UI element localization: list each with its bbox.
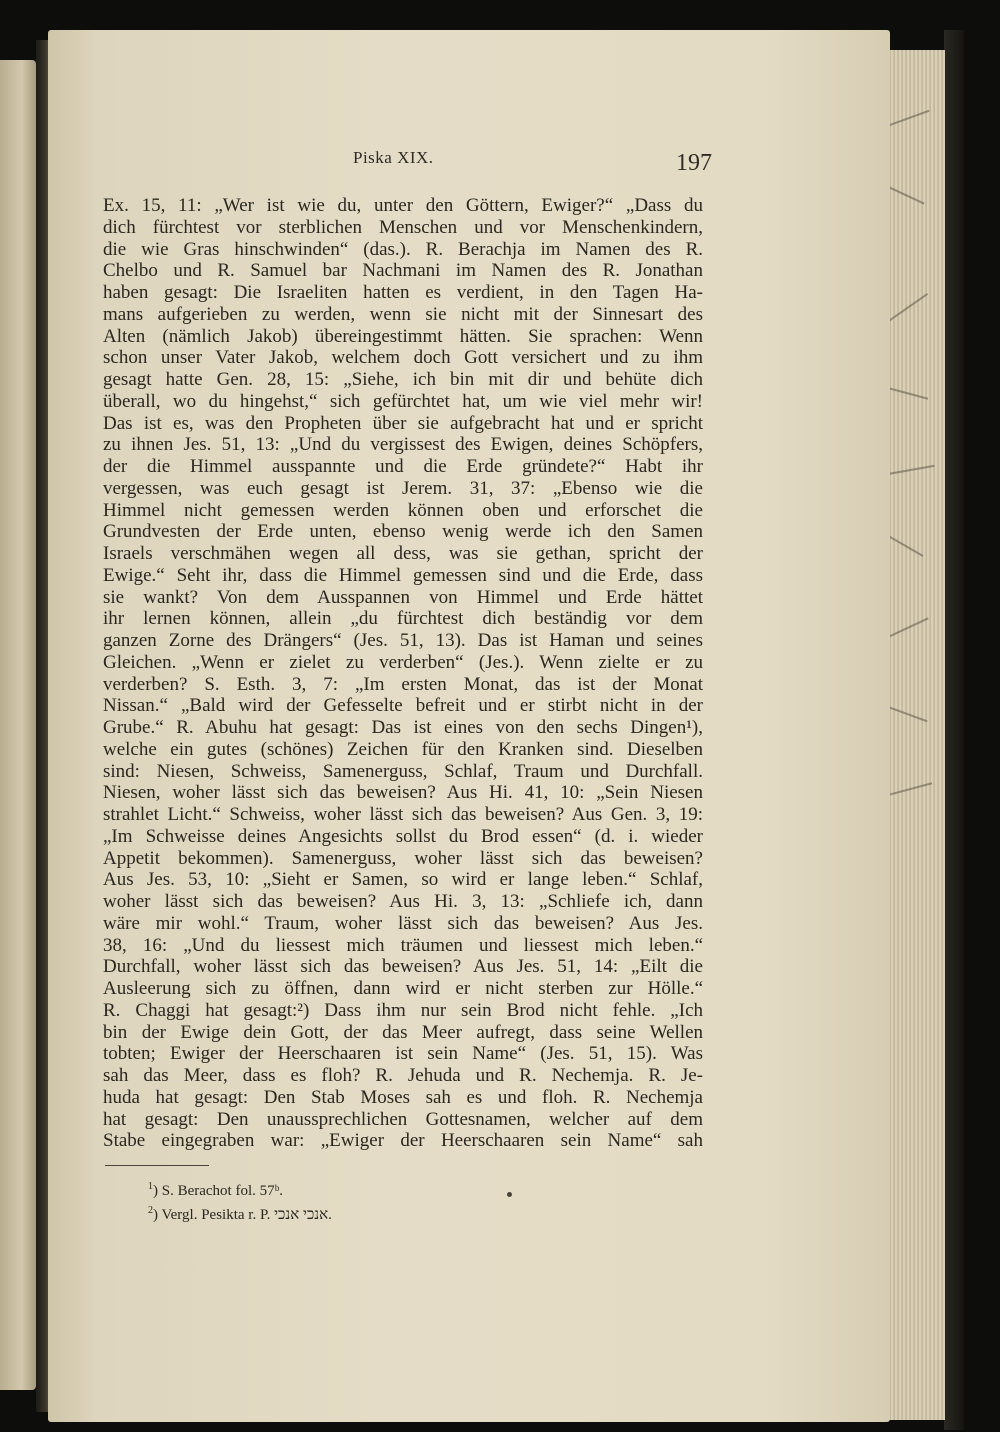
text-line: sie wankt? Von dem Ausspannen von Himmel und Erde hättet	[103, 586, 703, 608]
running-head: Piska XIX.	[353, 148, 434, 167]
text-line: sah das Meer, dass es floh? R. Jehuda und R. Nechemja. R. Je-	[103, 1065, 703, 1086]
text-line: 38, 16: „Und du liessest mich träumen und liessest mich leben.“	[103, 934, 703, 956]
text-line: mans aufgerieben zu werden, wenn sie nicht mit der Sinnesart des	[103, 303, 703, 325]
text-line: schon unser Vater Jakob, welchem doch Gott versichert und zu ihm	[103, 347, 703, 369]
text-line: die wie Gras hinschwinden“ (das.). R. Berachja im Namen des R.	[103, 238, 703, 260]
page-number: 197	[676, 150, 712, 176]
footnote-1	[148, 1177, 332, 1201]
text-line: zu ihnen Jes. 51, 13: „Und du vergissest des Ewigen, deines Schöpfers,	[103, 434, 703, 456]
text-line: Grundvesten der Erde unten, ebenso wenig werde ich den Samen	[103, 521, 703, 543]
text-line: R. Chaggi hat gesagt:²) Dass ihm nur sein Brod nicht fehle. „Ich	[103, 999, 703, 1021]
text-line: Israels verschmähen wegen all dess, was sie gethan, spricht der	[103, 543, 703, 564]
text-line: strahlet Licht.“ Schweiss, woher lässt sich das beweisen? Aus Gen. 3, 19:	[103, 804, 703, 825]
text-line: ihr lernen können, allein „du fürchtest dich beständig vor dem	[103, 608, 703, 630]
text-line: Gleichen. „Wenn er zielet zu verderben“ (Jes.). Wenn zielte er zu	[103, 651, 703, 673]
text-line: ganzen Zorne des Drängers“ (Jes. 51, 13). Das ist Haman und seines	[103, 630, 703, 651]
text-line: Himmel nicht gemessen werden können oben und erforschet die	[103, 499, 703, 521]
text-line: hat gesagt: Den unaussprechlichen Gottesnamen, welcher auf dem	[103, 1108, 703, 1130]
text-line: Chelbo und R. Samuel bar Nachmani im Namen des R. Jonathan	[103, 260, 703, 282]
text-line: Ewige.“ Seht ihr, dass die Himmel gemessen sind und die Erde, dass	[103, 564, 703, 586]
text-line: bin der Ewige dein Gott, der das Meer aufregt, dass seine Wellen	[103, 1021, 703, 1043]
footnote-rule	[105, 1165, 209, 1166]
text-line: überall, wo du hingehst,“ sich gefürchtet hat, um wie viel mehr wir!	[103, 390, 703, 412]
text-line: verderben? S. Esth. 3, 7: „Im ersten Monat, das ist der Monat	[103, 673, 703, 695]
footnote-text: ) S. Berachot fol. 57ᵇ.	[153, 1183, 284, 1199]
text-line: Appetit bekommen). Samenerguss, woher lässt sich das beweisen?	[103, 847, 703, 869]
text-line: sind: Niesen, Schweiss, Samenerguss, Schlaf, Traum und Durchfall.	[103, 760, 703, 782]
text-line: wäre mir wohl.“ Traum, woher lässt sich das beweisen? Aus Jes.	[103, 912, 703, 934]
text-line: „Im Schweisse deines Angesichts sollst du Brod essen“ (d. i. wieder	[103, 825, 703, 847]
footnote-text: ) Vergl. Pesikta r. P. אנכי אנכי.	[153, 1207, 332, 1223]
text-line: huda hat gesagt: Den Stab Moses sah es und floh. R. Nechemja	[103, 1086, 703, 1108]
footnote-marker: 1	[148, 1181, 153, 1192]
body-text	[103, 195, 703, 1152]
text-line: Ausleerung sich zu öffnen, dann wird er nicht sterben zur Hölle.“	[103, 978, 703, 999]
text-line: dich fürchtest vor sterblichen Menschen und vor Menschenkindern,	[103, 216, 703, 238]
footnote-marker: 2	[148, 1205, 153, 1216]
cover-edge	[944, 30, 964, 1430]
text-line: welche ein gutes (schönes) Zeichen für den Kranken sind. Dieselben	[103, 738, 703, 760]
text-line: Das ist es, was den Propheten über sie aufgebracht hat und er spricht	[103, 412, 703, 434]
text-line: Grube.“ R. Abuhu hat gesagt: Das ist eines von den sechs Dingen¹),	[103, 717, 703, 738]
text-line: haben gesagt: Die Israeliten hatten es verdient, in den Tagen Ha-	[103, 282, 703, 303]
left-page-edge	[0, 60, 36, 1390]
footnote-2	[148, 1201, 332, 1225]
footnotes	[148, 1177, 332, 1225]
text-line: Stabe eingegraben war: „Ewiger der Heerschaaren sein Name“ sah	[103, 1130, 703, 1152]
text-line: woher lässt sich das beweisen? Aus Hi. 3, 13: „Schliefe ich, dann	[103, 891, 703, 912]
text-line: Durchfall, woher lässt sich das beweisen? Aus Jes. 51, 14: „Eilt die	[103, 956, 703, 978]
ink-speck	[507, 1192, 512, 1197]
text-line: Ex. 15, 11: „Wer ist wie du, unter den Göttern, Ewiger?“ „Dass du	[103, 195, 703, 216]
text-line: Aus Jes. 53, 10: „Sieht er Samen, so wird er lange leben.“ Schlaf,	[103, 869, 703, 891]
text-line: Niesen, woher lässt sich das beweisen? Aus Hi. 41, 10: „Sein Niesen	[103, 782, 703, 804]
text-line: tobten; Ewiger der Heerschaaren ist sein Name“ (Jes. 51, 15). Was	[103, 1043, 703, 1065]
text-line: gesagt hatte Gen. 28, 15: „Siehe, ich bin mit dir und behüte dich	[103, 369, 703, 390]
text-line: Alten (nämlich Jakob) übereingestimmt hätten. Sie sprachen: Wenn	[103, 325, 703, 347]
text-line: vergessen, was euch gesagt ist Jerem. 31, 37: „Ebenso wie die	[103, 477, 703, 499]
text-line: Nissan.“ „Bald wird der Gefesselte befreit und er stirbt nicht in der	[103, 695, 703, 717]
text-line: der die Himmel ausspannte und die Erde gründete?“ Habt ihr	[103, 456, 703, 477]
